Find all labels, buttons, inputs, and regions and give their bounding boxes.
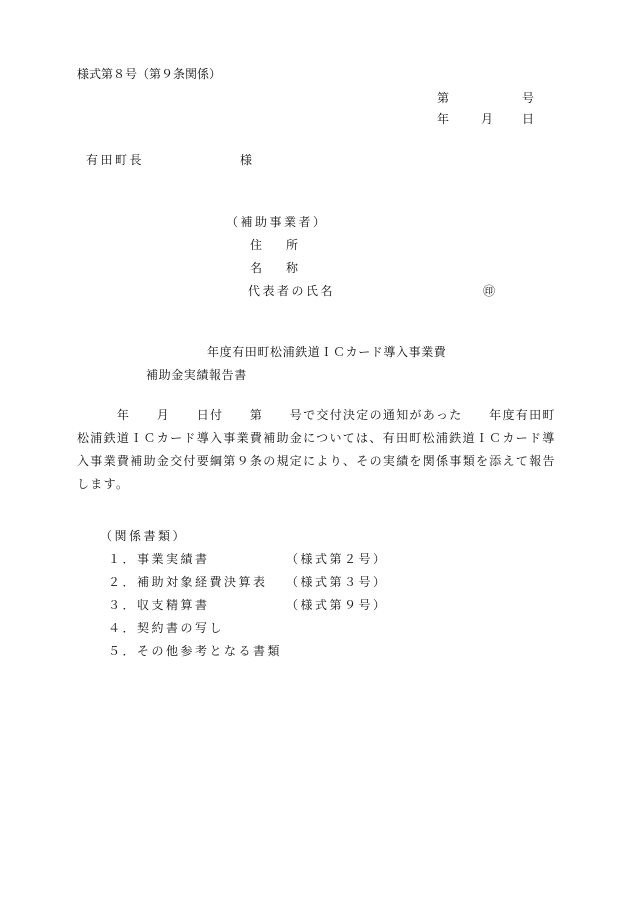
addressee-honorific: 様 xyxy=(240,153,253,167)
document-item-form: （様式第２号） xyxy=(286,552,388,566)
document-number-prefix: 第 xyxy=(437,91,450,105)
body-line-2: 松浦鉄道ＩＣカード導入事業費補助金については、有田町松浦鉄道ＩＣカード導 xyxy=(77,431,556,445)
addressee-name: 有田町長 xyxy=(86,153,145,167)
date-day: 日 xyxy=(522,112,535,126)
seal-mark: ㊞ xyxy=(483,284,496,298)
report-title-line1: 年度有田町松浦鉄道ＩＣカード導入事業費 xyxy=(207,345,447,359)
body-line-1: 年 月 日付 第 号で交付決定の通知があった 年度有田町 xyxy=(77,408,556,422)
date-year: 年 xyxy=(437,112,450,126)
documents-heading: （関係書類） xyxy=(100,529,188,543)
representative-label: 代表者の氏名 xyxy=(248,284,336,298)
date-month: 月 xyxy=(481,112,494,126)
body-line-3: 入事業費補助金交付要綱第９条の規定により、その実績を関係事類を添えて報告 xyxy=(77,454,556,468)
document-item-label: ２．補助対象経費決算表 xyxy=(108,575,268,589)
document-item-label: ４．契約書の写し xyxy=(108,621,225,635)
document-number-suffix: 号 xyxy=(522,91,535,105)
document-item-form: （様式第９号） xyxy=(286,598,388,612)
document-item-label: ３．収支精算書 xyxy=(108,598,210,612)
document-item-form: （様式第３号） xyxy=(286,575,388,589)
body-line-4: します。 xyxy=(77,477,130,491)
address-label: 住 所 xyxy=(250,238,299,252)
report-body xyxy=(77,404,577,496)
form-number: 様式第８号（第９条関係） xyxy=(77,67,222,81)
name-label: 名 称 xyxy=(250,261,299,275)
applicant-heading: （補助事業者） xyxy=(226,215,328,229)
document-item-label: １．事業実績書 xyxy=(108,552,210,566)
report-title-line2: 補助金実績報告書 xyxy=(146,368,247,382)
document-item-label: ５．その他参考となる書類 xyxy=(108,644,283,658)
